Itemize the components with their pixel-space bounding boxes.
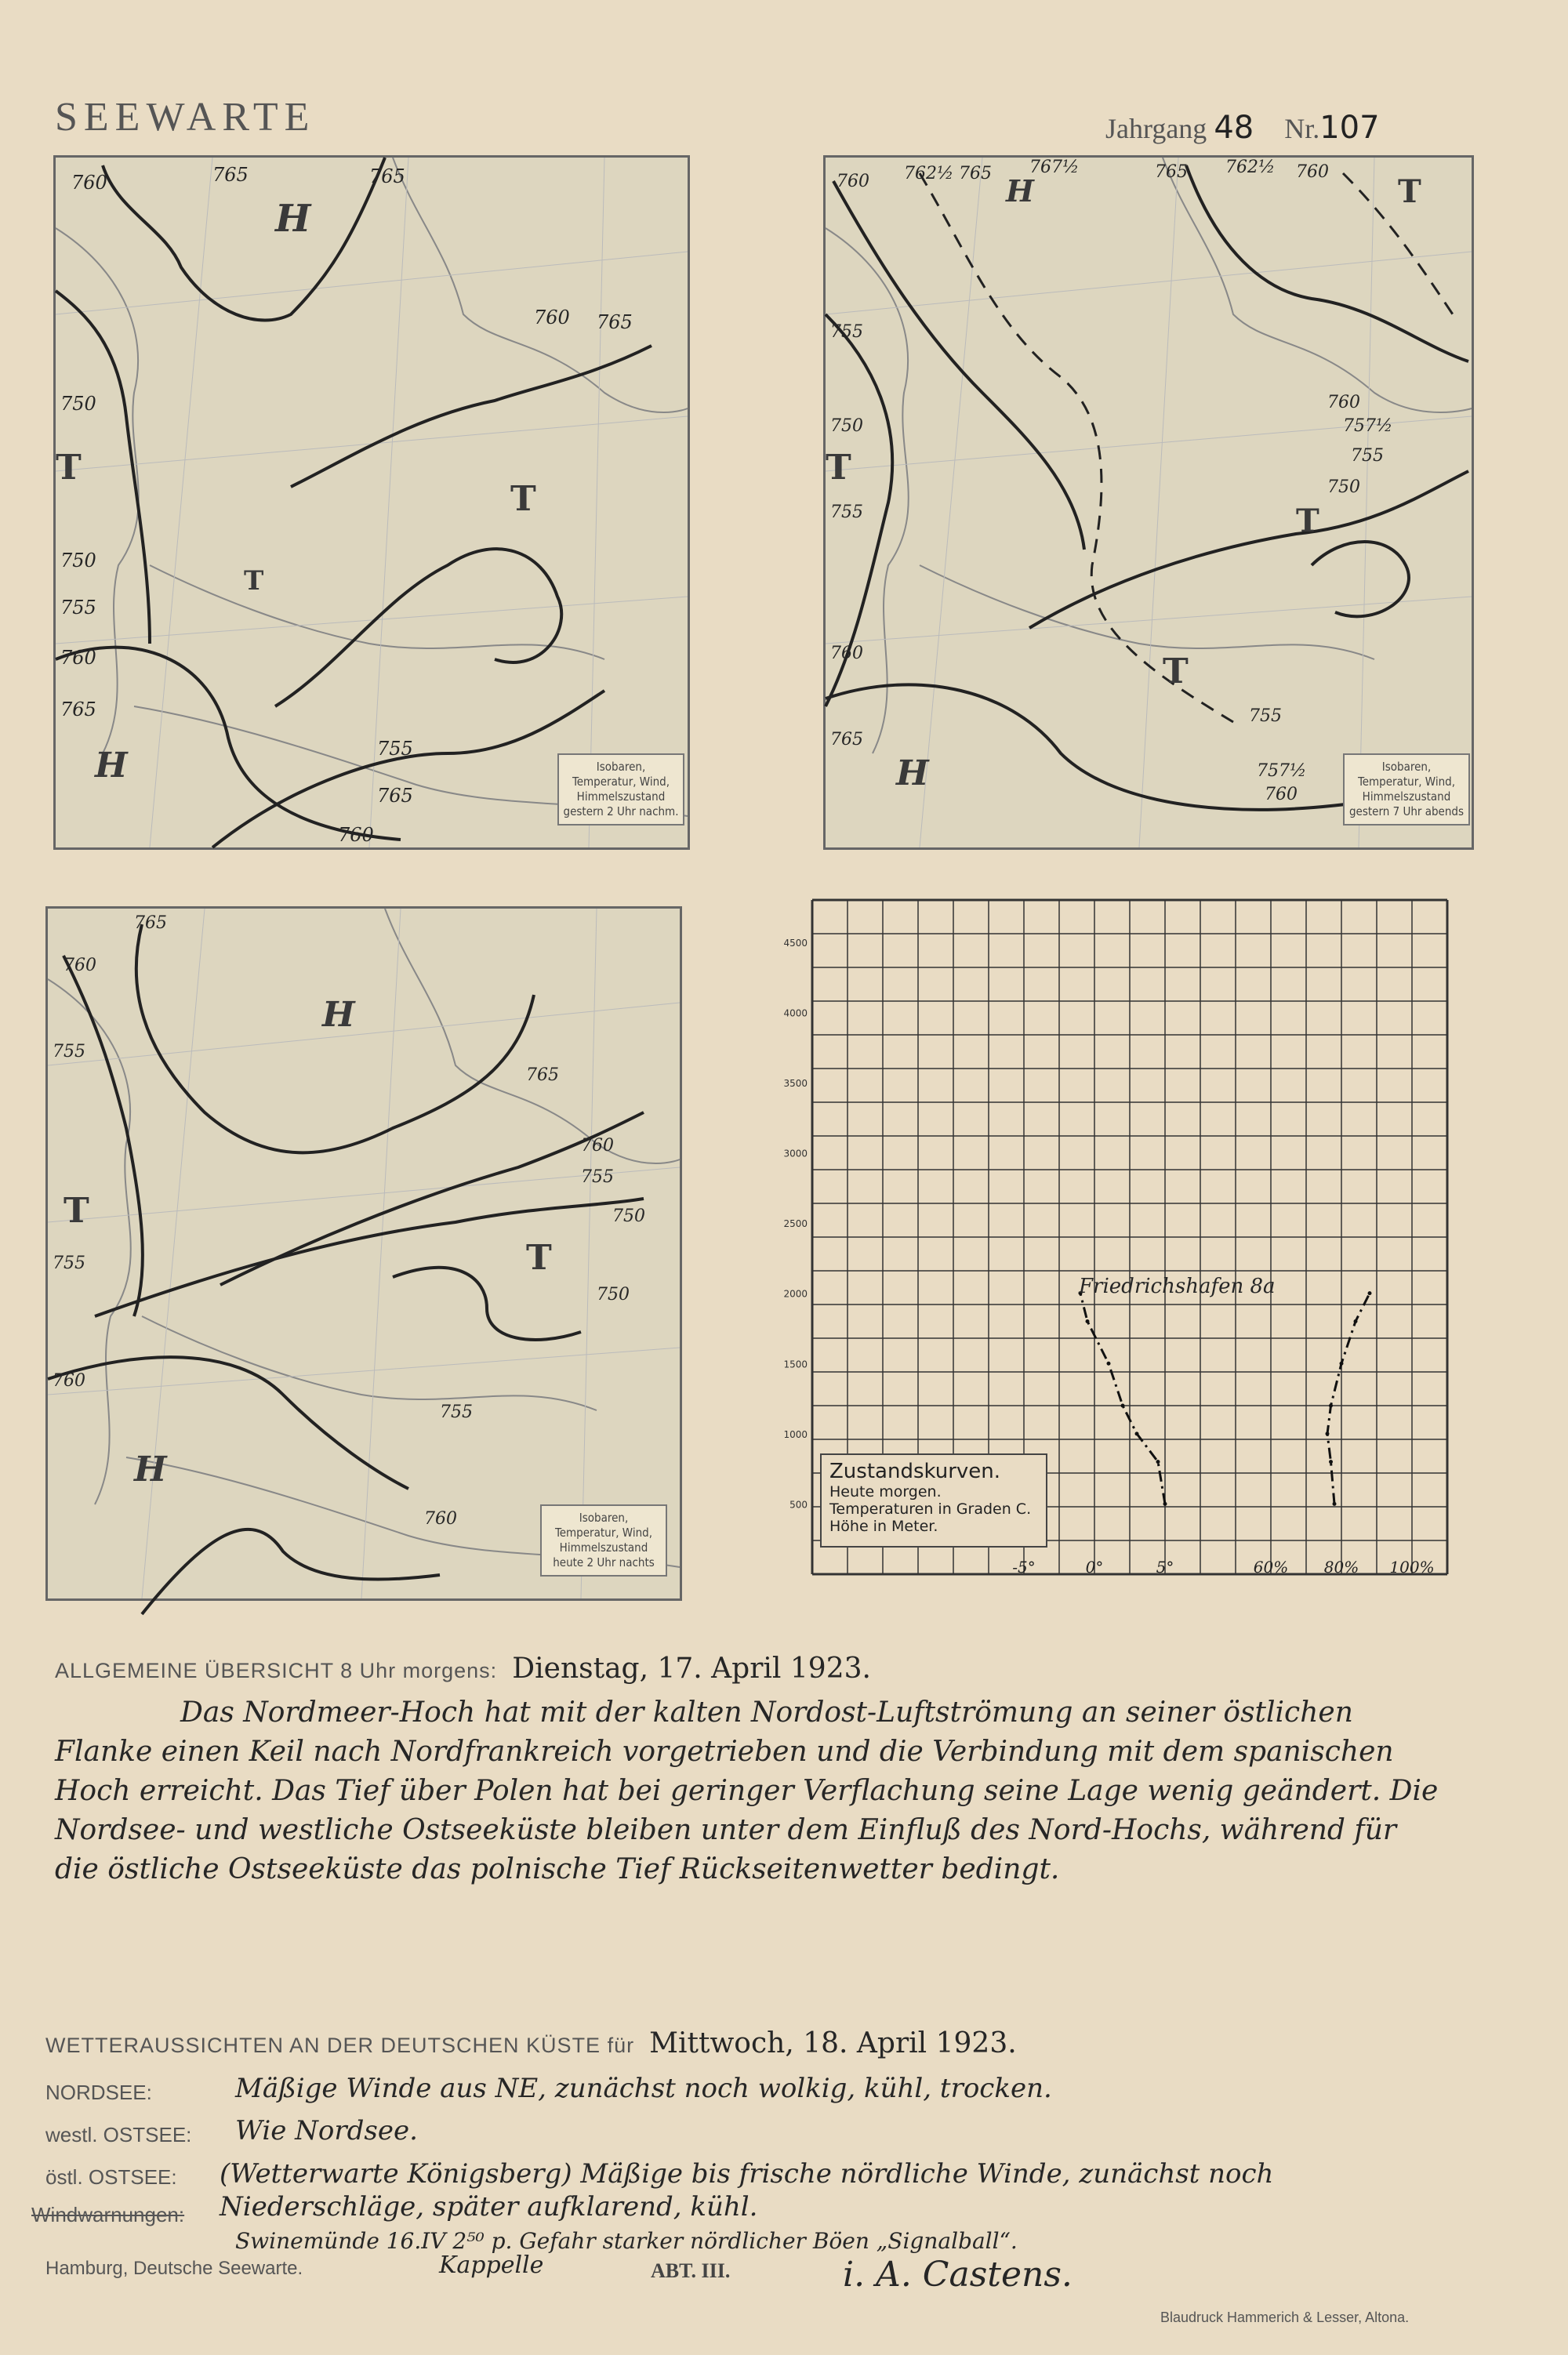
signature-kappelle: Kappelle [439, 2252, 544, 2279]
pressure-low: T [1296, 503, 1319, 539]
forecast-label-windwarnung: Windwarnungen: [31, 2203, 185, 2226]
isobar-label: 760 [1265, 785, 1298, 804]
isobar-label: 760 [424, 1509, 457, 1529]
map-1-drawing [56, 158, 688, 847]
isobar-label: 765 [369, 165, 405, 187]
isobar-label: 765 [830, 730, 863, 749]
forecast-heading: WETTERAUSSICHTEN AN DER DEUTSCHEN KÜSTE für [45, 2034, 635, 2057]
legend-line: heute 2 Uhr nachts [553, 1555, 655, 1569]
chart-legend-box [820, 1453, 1047, 1548]
weather-map-3 [45, 906, 682, 1601]
isobar-label: 767½ [1029, 158, 1080, 177]
temperature-point [1121, 1404, 1125, 1408]
isobar-label: 755 [60, 597, 96, 619]
jahrgang-label: Jahrgang [1105, 113, 1207, 144]
isobar-label: 760 [837, 172, 869, 191]
map-legend [557, 753, 684, 826]
forecast-date: Mittwoch, 18. April 1923. [649, 2027, 1017, 2059]
pressure-high: H [1006, 173, 1034, 209]
pressure-low: T [1163, 651, 1189, 691]
chart-legend-line: Heute morgen. [829, 1483, 942, 1500]
x-tick-label: 60% [1253, 1558, 1289, 1577]
isobar-label: 765 [134, 913, 167, 933]
forecast-text-ost-ostsee: (Wetterwarte Königsberg) Mäßige bis frische nördliche Winde, zunächst noch Niederschläge, später aufklarend, kühl. [220, 2158, 1274, 2223]
isobar-label: 755 [53, 1254, 85, 1273]
legend-line: Isobaren, [596, 760, 646, 774]
isobar-label: 760 [64, 956, 96, 975]
isobar-label: 765 [212, 164, 249, 186]
isobar-label: 757½ [1343, 416, 1393, 436]
map-3-drawing [48, 909, 680, 1598]
page-title: SEEWARTE [55, 95, 316, 140]
isobar-label: 755 [581, 1167, 614, 1187]
temperature-point [1156, 1460, 1160, 1464]
map-legend [540, 1504, 667, 1577]
isobar-label: 765 [377, 785, 413, 807]
isobar-label: 755 [440, 1402, 473, 1422]
legend-line: Temperatur, Wind, [555, 1526, 652, 1540]
isobar-label: 750 [597, 1285, 630, 1305]
humidity-point [1326, 1432, 1330, 1435]
y-tick-label: 2500 [783, 1218, 808, 1230]
chart-title: Zustandskurven. [829, 1460, 1001, 1483]
isobar-label: 760 [830, 644, 863, 663]
pressure-high: H [95, 746, 128, 786]
isobar-label: 755 [830, 503, 863, 522]
y-tick-label: 4000 [783, 1007, 808, 1019]
y-tick-label: 4500 [783, 937, 808, 949]
humidity-curve [1327, 1294, 1370, 1504]
isobar-label: 750 [830, 416, 863, 436]
overview-text: Das Nordmeer-Hoch hat mit der kalten Nordost-Luftströmung an seiner östlichen Flanke einen Keil nach Nordfrankreich vorgetrieben und die Verbindung mit dem spanischen Hoch erreicht. Das Tief über Polen hat bei geringer Verflachung seine Lage wenig geändert. Die Nordsee- und westliche Ostseeküste bleiben unter dem Einfluß des Nord-Hochs, während für die östliche Ostseeküste das polnische Tief Rückseitenwetter bedingt. [55, 1696, 1439, 1885]
isobar-label: 750 [1327, 477, 1360, 497]
isobar-label: 750 [60, 550, 96, 572]
isobar-label: 765 [60, 699, 96, 720]
humidity-point [1354, 1319, 1358, 1323]
isobar-label: 760 [581, 1136, 614, 1156]
y-tick-label: 1500 [783, 1359, 808, 1370]
y-tick-label: 1000 [783, 1428, 808, 1440]
printer-note: Blaudruck Hammerich & Lesser, Altona. [1160, 2310, 1410, 2325]
y-tick-label: 500 [789, 1499, 808, 1511]
map-legend [1343, 753, 1470, 826]
pressure-low: T [244, 565, 264, 597]
isobar-label: 760 [71, 172, 107, 194]
isobar-label: 760 [534, 307, 570, 328]
isobar-label: 750 [60, 393, 96, 415]
legend-line: Temperatur, Wind, [1358, 775, 1455, 789]
x-tick-label: 80% [1323, 1558, 1359, 1577]
humidity-point [1368, 1291, 1372, 1295]
legend-line: Isobaren, [1381, 760, 1432, 774]
y-tick-label: 3000 [783, 1148, 808, 1159]
overview-date: Dienstag, 17. April 1923. [512, 1653, 871, 1685]
pressure-high: H [322, 995, 355, 1035]
chart-legend-line: Höhe in Meter. [829, 1518, 938, 1535]
legend-line: Temperatur, Wind, [572, 775, 670, 789]
signature-castens: i. A. Castens. [843, 2255, 1073, 2295]
forecast-label-west-ostsee: westl. OSTSEE: [45, 2123, 192, 2146]
forecast-text-nordsee: Mäßige Winde aus NE, zunächst noch wolkig, kühl, trocken. [235, 2073, 1052, 2104]
legend-line: Himmelszustand [559, 1540, 648, 1555]
isobar-label: 760 [338, 824, 374, 846]
forecast-label-ost-ostsee: östl. OSTSEE: [45, 2165, 177, 2189]
isobar-label: 765 [1155, 162, 1188, 182]
legend-line: Himmelszustand [576, 789, 666, 804]
isobar-label: 750 [612, 1207, 645, 1226]
weather-map-2 [823, 155, 1474, 850]
isobar-label: 755 [53, 1042, 85, 1061]
isobar-label: 762½ [904, 164, 954, 183]
chart-annotation: Friedrichshafen 8a [1079, 1275, 1276, 1298]
legend-line: Isobaren, [579, 1511, 629, 1525]
x-tick-label: 0° [1085, 1558, 1104, 1577]
pressure-low: T [826, 448, 851, 488]
pressure-high: H [134, 1450, 167, 1490]
humidity-point [1329, 1404, 1333, 1408]
temperature-point [1163, 1502, 1167, 1506]
isobar-label: 757½ [1257, 761, 1307, 781]
jahrgang-value: 48 [1214, 110, 1254, 146]
nr-label: Nr. [1284, 113, 1320, 144]
pressure-low: T [56, 448, 82, 488]
state-curves-chart [783, 900, 1447, 1577]
humidity-point [1340, 1362, 1344, 1366]
isobar-label: 760 [60, 647, 96, 669]
pressure-low: T [64, 1191, 89, 1231]
isobar-label: 765 [959, 164, 992, 183]
x-tick-label: 100% [1389, 1558, 1435, 1577]
isobar-label: 755 [830, 322, 863, 342]
pressure-high: H [275, 197, 311, 241]
forecast-text-windwarnung: Swinemünde 16.IV 2⁵⁰ p. Gefahr starker nördlicher Böen „Signalball“. [235, 2228, 1018, 2254]
temperature-curve [1080, 1294, 1165, 1504]
isobar-label: 760 [1327, 393, 1360, 412]
y-tick-label: 2000 [783, 1288, 808, 1300]
isobar-label: 755 [1351, 446, 1384, 466]
y-tick-label: 3500 [783, 1077, 808, 1089]
weather-map-1 [53, 155, 690, 850]
legend-line: gestern 2 Uhr nachm. [563, 804, 679, 818]
pressure-low: T [510, 479, 536, 519]
map-2-drawing [826, 158, 1472, 847]
isobar-label: 760 [1296, 162, 1329, 182]
footer-section: ABT. III. [651, 2259, 731, 2282]
x-tick-label: 5° [1156, 1558, 1174, 1577]
forecast-label-nordsee: NORDSEE: [45, 2081, 152, 2104]
humidity-point [1329, 1460, 1333, 1464]
pressure-low: T [526, 1238, 552, 1278]
forecast-header [45, 2027, 1457, 2059]
temperature-point [1135, 1432, 1139, 1435]
isobar-label: 765 [597, 311, 633, 333]
forecast-text-west-ostsee: Wie Nordsee. [235, 2115, 418, 2146]
x-tick-label: -5° [1012, 1558, 1036, 1577]
footer-publisher: Hamburg, Deutsche Seewarte. [45, 2258, 303, 2279]
legend-line: gestern 7 Uhr abends [1348, 804, 1465, 818]
isobar-label: 765 [526, 1065, 559, 1085]
isobar-label: 755 [377, 738, 413, 760]
nr-value: 107 [1319, 110, 1380, 146]
overview-heading: ALLGEMEINE ÜBERSICHT 8 Uhr morgens: [55, 1659, 498, 1682]
pressure-low: T [1398, 173, 1421, 210]
legend-line: Himmelszustand [1362, 789, 1451, 804]
pressure-high: H [896, 753, 929, 793]
isobar-label: 755 [1249, 706, 1282, 726]
issue-info [1105, 110, 1380, 146]
temperature-point [1107, 1362, 1111, 1366]
isobar-label: 762½ [1225, 158, 1276, 177]
temperature-point [1086, 1319, 1090, 1323]
isobar-label: 760 [53, 1371, 85, 1391]
humidity-point [1333, 1502, 1337, 1506]
overview-header [55, 1653, 1466, 1685]
chart-legend-line: Temperaturen in Graden C. [829, 1500, 1032, 1518]
